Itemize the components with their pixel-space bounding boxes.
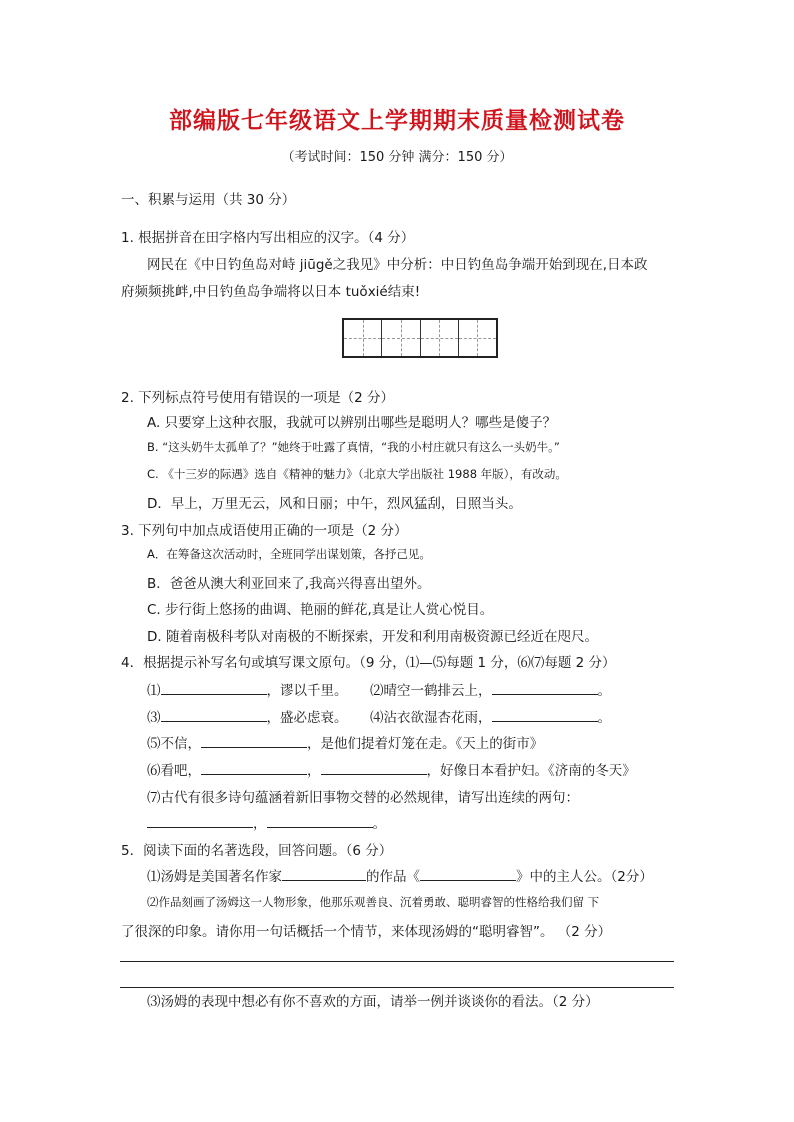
fill-row-2b	[370, 706, 611, 726]
item-text: 》中的主人公。（2分）	[516, 869, 653, 885]
item-text: ⑷沾衣欲湿杏花雨，	[370, 710, 492, 726]
page-title: 部编版七年级语文上学期期末质量检测试卷	[169, 108, 625, 134]
question-2-option-c[interactable]: C. 《十三岁的际遇》选自《精神的魅力》（北京大学出版社 1988 年版），有改动。	[147, 467, 567, 481]
item-text: ，盛必虑衰。	[266, 710, 348, 726]
answer-blank[interactable]	[282, 866, 366, 881]
question-5-part-1	[147, 865, 653, 885]
answer-blank[interactable]	[161, 707, 267, 722]
question-2-option-a[interactable]: A. 只要穿上这种衣服，我就可以辨别出哪些是聪明人？哪些是傻子？	[147, 415, 557, 431]
item-text: 的作品《	[366, 869, 420, 885]
question-3-option-b[interactable]: B．爸爸从澳大利亚回来了,我高兴得喜出望外。	[147, 576, 431, 592]
answer-blank[interactable]	[420, 866, 516, 881]
question-5-stem: 5．阅读下面的名著选段，回答问题。（6 分）	[121, 843, 393, 859]
answer-blank[interactable]	[161, 680, 267, 695]
question-3-option-d[interactable]: D. 随着南极科考队对南极的不断探索，开发和利用南极资源已经近在咫尺。	[147, 629, 598, 645]
fill-row-4	[147, 759, 636, 779]
fill-row-6	[147, 812, 386, 832]
fill-row-2a	[147, 706, 348, 726]
answer-blank[interactable]	[492, 707, 598, 722]
item-text: ，是他们提着灯笼在走。《天上的街市》	[307, 736, 544, 752]
item-text: ，	[253, 816, 267, 832]
question-1-stem: 1. 根据拼音在田字格内写出相应的汉字。（4 分）	[121, 230, 415, 246]
item-label: ⑶	[147, 710, 161, 726]
answer-blank[interactable]	[492, 680, 598, 695]
item-text: ⑸不信，	[147, 736, 201, 752]
answer-blank[interactable]	[267, 813, 373, 828]
answer-blank[interactable]	[201, 760, 307, 775]
question-5-part-2-line2: 了很深的印象。请你用一句话概括一个情节，来体现汤姆的“聪明睿智”。 （2 分）	[121, 924, 612, 940]
item-text: ⑴汤姆是美国著名作家	[147, 869, 282, 885]
item-text: ，谬以千里。	[266, 683, 348, 699]
question-3-option-c[interactable]: C. 步行街上悠扬的曲调、艳丽的鲜花,真是让人赏心悦目。	[147, 602, 494, 618]
section-heading: 一、积累与运用（共 30 分）	[121, 192, 296, 208]
item-text: ⑵晴空一鹤排云上，	[370, 683, 492, 699]
fill-row-1a	[147, 679, 348, 699]
item-text: 。	[597, 683, 611, 699]
tianzige-cell[interactable]	[382, 320, 420, 356]
item-text: ，好像日本看护妇。《济南的冬天》	[426, 763, 636, 779]
question-2-option-d[interactable]: D．早上，万里无云，风和日丽；中午，烈风猛刮，日照当头。	[147, 496, 522, 512]
tianzige-grid[interactable]	[342, 318, 498, 358]
answer-blank[interactable]	[201, 733, 307, 748]
question-3-option-a[interactable]: A．在筹备这次活动时，全班同学出谋划策，各抒己见。	[147, 547, 431, 561]
question-5-part-3: ⑶汤姆的表现中想必有你不喜欢的方面，请举一例并谈谈你的看法。（2 分）	[147, 994, 599, 1010]
question-2-option-b[interactable]: B. “这头奶牛太孤单了？”她终于吐露了真情，“我的小村庄就只有这么一头奶牛。”	[147, 440, 560, 454]
answer-blank[interactable]	[321, 760, 427, 775]
item-text: 。	[372, 816, 386, 832]
fill-row-5: ⑺古代有很多诗句蕴涵着新旧事物交替的必然规律，请写出连续的两句：	[147, 790, 579, 806]
fill-row-1b	[370, 679, 611, 699]
tianzige-cell[interactable]	[421, 320, 459, 356]
answer-blank[interactable]	[147, 813, 253, 828]
item-label: ⑴	[147, 683, 161, 699]
question-4-stem: 4．根据提示补写名句或填写课文原句。（9 分，⑴—⑸每题 1 分，⑹⑺每题 2 分）	[121, 655, 616, 671]
item-text: 。	[597, 710, 611, 726]
exam-info: （考试时间：150 分钟 满分：150 分）	[281, 150, 513, 165]
question-2-stem: 2. 下列标点符号使用有错误的一项是（2 分）	[121, 390, 395, 406]
answer-line[interactable]	[120, 987, 674, 988]
question-1-text-line2: 府频频挑衅,中日钓鱼岛争端将以日本 tuǒxié结束!	[121, 284, 421, 300]
question-5-part-2-line1: ⑵作品刻画了汤姆这一人物形象，他那乐观善良、沉着勇敢、聪明睿智的性格给我们留 下	[147, 895, 600, 909]
tianzige-cell[interactable]	[459, 320, 496, 356]
tianzige-cell[interactable]	[344, 320, 382, 356]
question-1-text-line1: 网民在《中日钓鱼岛对峙 jiūgě之我见》中分析：中日钓鱼岛争端开始到现在,日本政	[147, 257, 648, 273]
item-text: ，	[307, 763, 321, 779]
fill-row-3	[147, 732, 543, 752]
question-3-stem: 3. 下列句中加点成语使用正确的一项是（2 分）	[121, 523, 408, 539]
item-text: ⑹看吧，	[147, 763, 201, 779]
answer-line[interactable]	[120, 961, 674, 962]
